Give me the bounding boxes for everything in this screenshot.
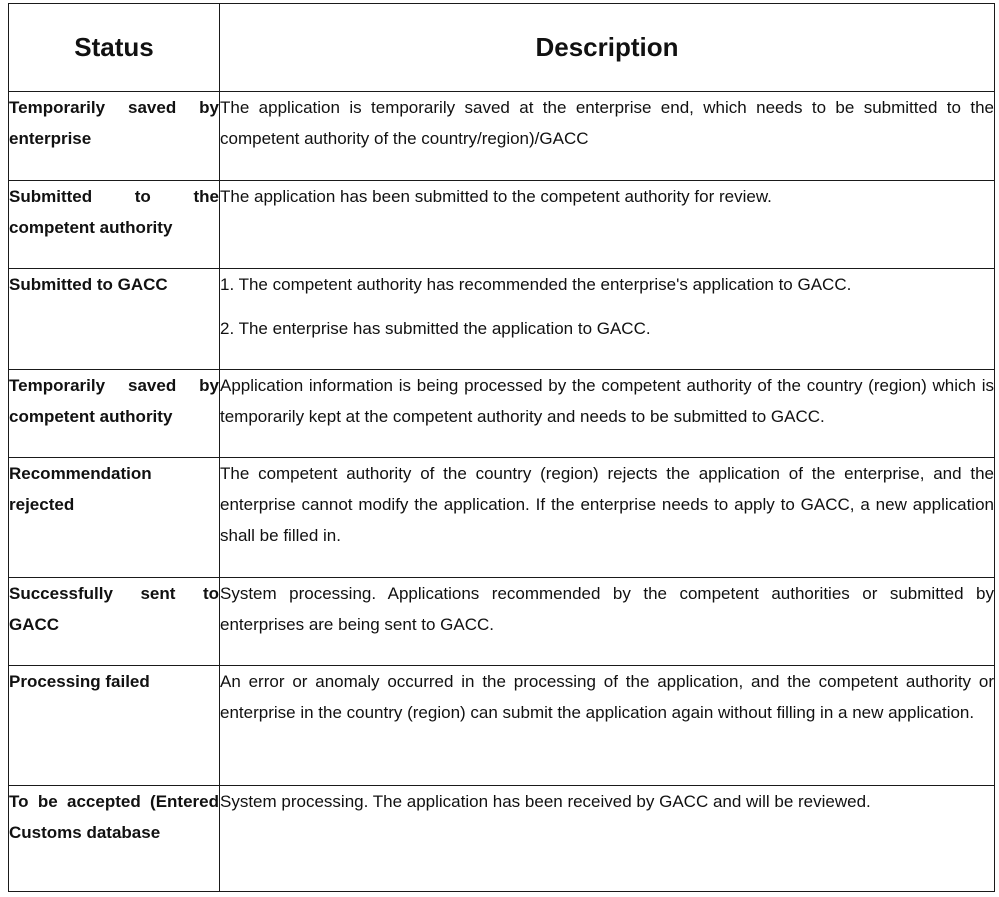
- description-text: 1. The competent authority has recommended the enterprise's application to GACC.: [220, 275, 852, 294]
- description-cell: [220, 92, 995, 181]
- description-text: The application is temporarily saved at the enterprise end, which needs to be submitted to the competent authority of the country/region)/GACC: [220, 98, 994, 148]
- status-cell: Recommendation rejected: [9, 458, 220, 578]
- description-text: The competent authority of the country (region) rejects the application of the enterprise, and the enterprise cannot modify the application. If the enterprise needs to apply to GACC, a new application shall be filled in.: [220, 464, 994, 545]
- description-column-header: Description: [220, 4, 995, 92]
- description-text: System processing. The application has been received by GACC and will be reviewed.: [220, 792, 871, 811]
- description-text: The application has been submitted to the competent authority for review.: [220, 187, 772, 206]
- description-cell: [220, 578, 995, 666]
- table-row: [9, 370, 995, 458]
- description-cell: [220, 370, 995, 458]
- table-row: [9, 458, 995, 578]
- status-column-header: Status: [9, 4, 220, 92]
- status-description-table: [8, 3, 995, 892]
- table-row: [9, 786, 995, 892]
- status-cell: Successfully sent to GACC: [9, 578, 220, 666]
- description-cell: [220, 666, 995, 786]
- status-cell: Temporarily saved by competent authority: [9, 370, 220, 458]
- status-cell: To be accepted (Entered Customs database: [9, 786, 220, 892]
- description-text: 2. The enterprise has submitted the application to GACC.: [220, 319, 651, 338]
- table-row: [9, 666, 995, 786]
- table-row: [9, 269, 995, 370]
- table-row: [9, 92, 995, 181]
- status-cell: Temporarily saved by enterprise: [9, 92, 220, 181]
- table-row: [9, 578, 995, 666]
- description-cell: [220, 458, 995, 578]
- description-cell: [220, 269, 995, 370]
- description-text: Application information is being processed by the competent authority of the country (region) which is temporarily kept at the competent authority and needs to be submitted to GACC.: [220, 376, 994, 426]
- table-row: [9, 181, 995, 269]
- description-text: System processing. Applications recommended by the competent authorities or submitted by enterprises are being sent to GACC.: [220, 584, 994, 634]
- table-header-row: [9, 4, 995, 92]
- description-text: An error or anomaly occurred in the processing of the application, and the competent authority or enterprise in the country (region) can submit the application again without filling in a new application.: [220, 672, 994, 722]
- status-cell: Submitted to the competent authority: [9, 181, 220, 269]
- description-cell: [220, 181, 995, 269]
- description-cell: [220, 786, 995, 892]
- status-cell: Processing failed: [9, 666, 220, 786]
- status-cell: Submitted to GACC: [9, 269, 220, 370]
